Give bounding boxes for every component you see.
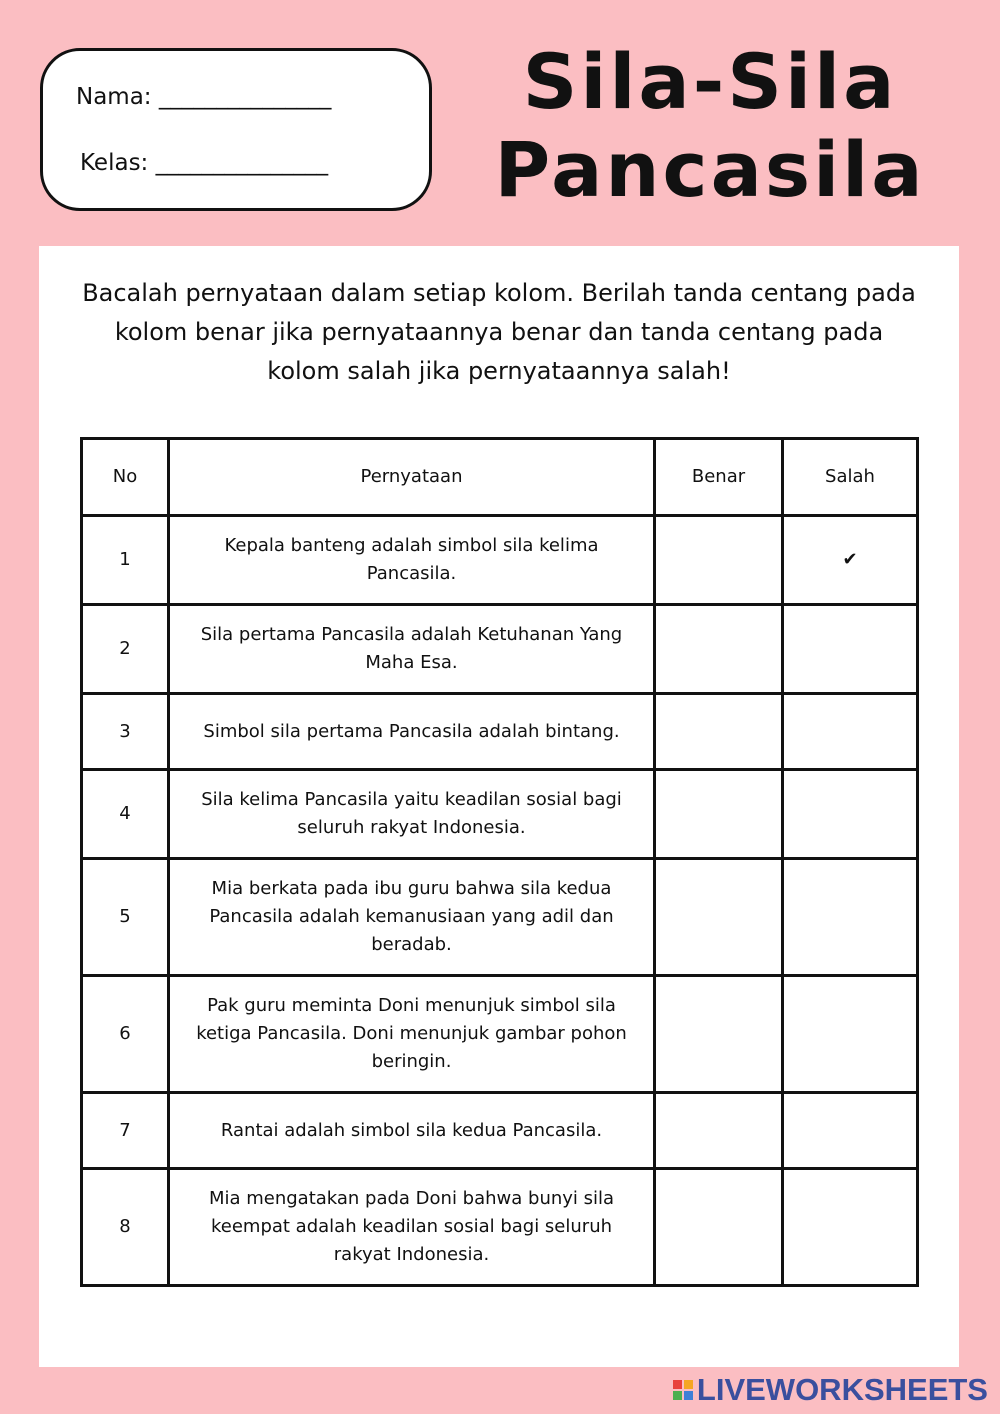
title-line-2: Pancasila <box>494 125 926 214</box>
salah-checkbox-cell[interactable] <box>783 1093 918 1169</box>
logo-tile <box>684 1391 693 1400</box>
brand-text: LIVEWORKSHEETS <box>696 1372 988 1407</box>
logo-tile <box>684 1380 693 1389</box>
row-statement: Kepala banteng adalah simbol sila kelima Pancasila. <box>169 516 655 605</box>
table-row <box>82 976 918 1093</box>
row-number: 1 <box>82 516 169 605</box>
instruction-text: Bacalah pernyataan dalam setiap kolom. Berilah tanda centang pada kolom benar jika pernyataannya benar dan tanda centang pada kolom salah jika pernyataannya salah! <box>82 279 916 385</box>
salah-checkbox-cell[interactable] <box>783 770 918 859</box>
benar-checkbox-cell[interactable] <box>655 694 783 770</box>
table-row <box>82 859 918 976</box>
salah-checkbox-cell[interactable] <box>783 605 918 694</box>
name-field[interactable]: Nama: _______________ <box>76 84 332 110</box>
table-row <box>82 1093 918 1169</box>
row-statement: Pak guru meminta Doni menunjuk simbol sila ketiga Pancasila. Doni menunjuk gambar pohon beringin. <box>169 976 655 1093</box>
row-statement: Sila pertama Pancasila adalah Ketuhanan Yang Maha Esa. <box>169 605 655 694</box>
worksheet-title <box>470 38 950 214</box>
row-number: 4 <box>82 770 169 859</box>
benar-checkbox-cell[interactable] <box>655 1093 783 1169</box>
student-info-box <box>40 48 432 211</box>
benar-checkbox-cell[interactable] <box>655 605 783 694</box>
benar-checkbox-cell[interactable] <box>655 976 783 1093</box>
row-statement: Sila kelima Pancasila yaitu keadilan sosial bagi seluruh rakyat Indonesia. <box>169 770 655 859</box>
row-statement: Simbol sila pertama Pancasila adalah bintang. <box>169 694 655 770</box>
class-field[interactable]: Kelas: _______________ <box>80 150 329 176</box>
row-statement: Mia mengatakan pada Doni bahwa bunyi sila keempat adalah keadilan sosial bagi seluruh rakyat Indonesia. <box>169 1169 655 1286</box>
row-number: 7 <box>82 1093 169 1169</box>
salah-checkbox-cell[interactable] <box>783 1169 918 1286</box>
salah-checkbox-cell[interactable] <box>783 694 918 770</box>
liveworksheets-brand[interactable] <box>673 1372 988 1408</box>
header-statement: Pernyataan <box>169 439 655 516</box>
table-row <box>82 605 918 694</box>
benar-checkbox-cell[interactable] <box>655 770 783 859</box>
salah-checkbox-cell[interactable]: ✔ <box>783 516 918 605</box>
benar-checkbox-cell[interactable] <box>655 516 783 605</box>
statement-table <box>80 437 919 1287</box>
header-benar: Benar <box>655 439 783 516</box>
table-row <box>82 1169 918 1286</box>
header-salah: Salah <box>783 439 918 516</box>
table-row <box>82 694 918 770</box>
table-row <box>82 770 918 859</box>
logo-tile <box>673 1380 682 1389</box>
table-row <box>82 516 918 605</box>
header-no: No <box>82 439 169 516</box>
benar-checkbox-cell[interactable] <box>655 1169 783 1286</box>
table-header-row <box>82 439 918 516</box>
row-number: 3 <box>82 694 169 770</box>
liveworksheets-logo-icon <box>673 1380 693 1400</box>
row-number: 8 <box>82 1169 169 1286</box>
logo-tile <box>673 1391 682 1400</box>
salah-checkbox-cell[interactable] <box>783 859 918 976</box>
benar-checkbox-cell[interactable] <box>655 859 783 976</box>
row-number: 5 <box>82 859 169 976</box>
worksheet-panel <box>39 246 959 1367</box>
row-number: 6 <box>82 976 169 1093</box>
row-statement: Mia berkata pada ibu guru bahwa sila kedua Pancasila adalah kemanusiaan yang adil dan beradab. <box>169 859 655 976</box>
row-statement: Rantai adalah simbol sila kedua Pancasila. <box>169 1093 655 1169</box>
salah-checkbox-cell[interactable] <box>783 976 918 1093</box>
title-line-1: Sila-Sila <box>522 37 898 126</box>
row-number: 2 <box>82 605 169 694</box>
